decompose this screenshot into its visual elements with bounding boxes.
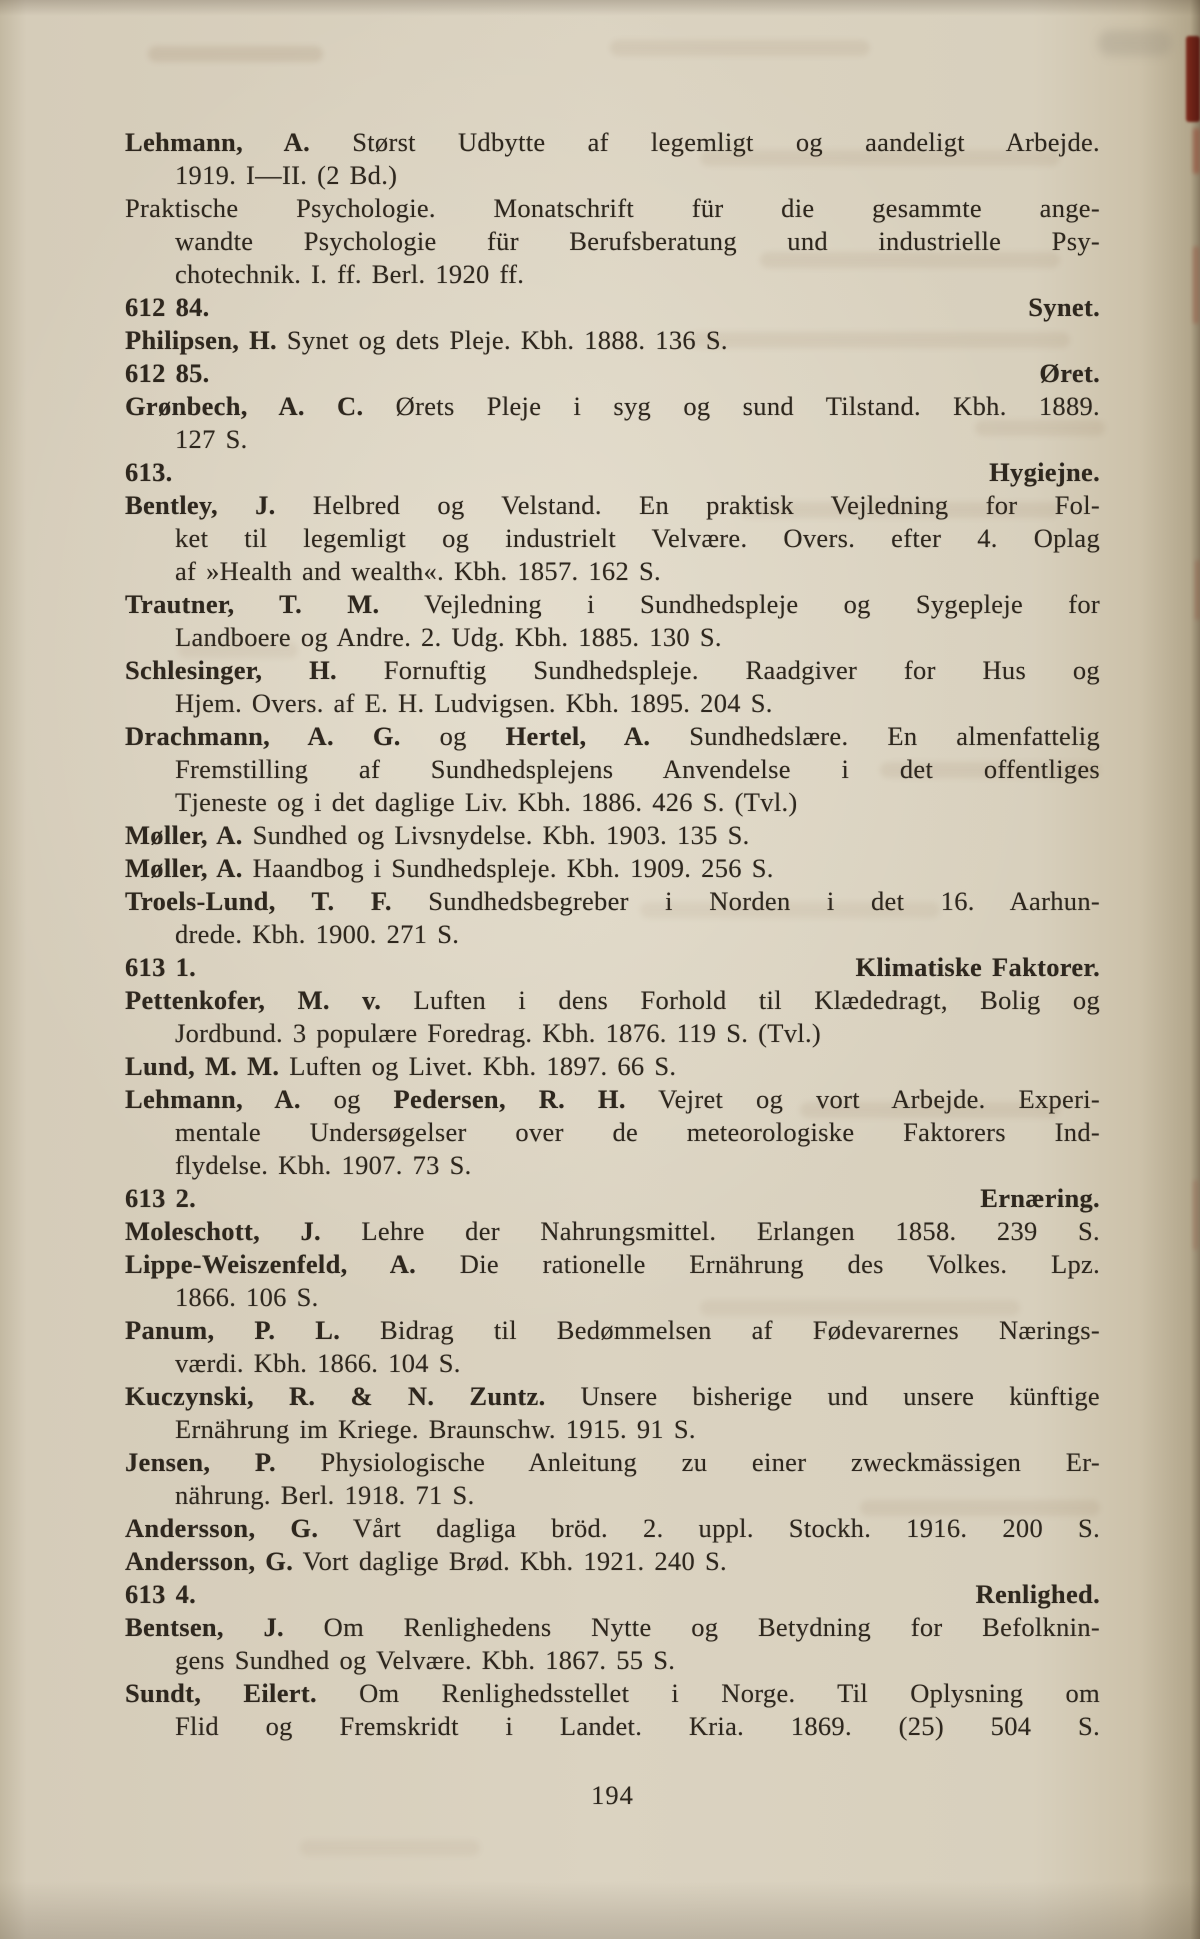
section-heading <box>125 951 1100 984</box>
section-title: Ernæring. <box>980 1183 1100 1213</box>
bibliography-entry <box>125 984 1100 1050</box>
red-ink-mark <box>1186 36 1200 122</box>
section-number: 613 2. <box>125 1183 197 1213</box>
bibliography-entry <box>125 192 1100 291</box>
entry-author: Hertel, A. <box>505 721 651 751</box>
entry-text: Flid og Fremskridt i Landet. Kria. 1869. (25) 504 S. <box>175 1711 1100 1741</box>
entry-line <box>125 1116 1100 1149</box>
section-heading <box>125 1182 1100 1215</box>
bibliography-entry <box>125 1677 1100 1743</box>
entry-text: Størst Udbytte af legemligt og aandeligt Arbejde. <box>310 127 1100 157</box>
entry-text: gens Sundhed og Velvære. Kbh. 1867. 55 S. <box>175 1645 676 1675</box>
entry-line <box>125 555 1100 588</box>
entry-text: Fremstilling af Sundhedsplejens Anvendelse i det offentliges <box>175 754 1100 784</box>
entry-author: Bentley, J. <box>125 490 276 520</box>
entry-author: Lippe-Weiszenfeld, A. <box>125 1249 417 1279</box>
entry-line <box>125 1644 1100 1677</box>
entry-line <box>125 1611 1100 1644</box>
bibliography-entry <box>125 324 1100 357</box>
entry-line <box>125 1347 1100 1380</box>
entry-text: wandte Psychologie für Berufsberatung und industrielle Psy- <box>175 226 1100 256</box>
entry-line <box>125 1413 1100 1446</box>
entry-text: Luften i dens Forhold til Klædedragt, Bolig og <box>381 985 1101 1015</box>
text-block <box>125 126 1100 1743</box>
entry-line <box>125 1083 1100 1116</box>
entry-line <box>125 786 1100 819</box>
bleedthrough-mark <box>300 1840 480 1856</box>
section-title: Klimatiske Faktorer. <box>855 952 1100 982</box>
entry-line <box>125 1479 1100 1512</box>
section-title: Synet. <box>1028 292 1100 322</box>
section-number: 612 84. <box>125 292 210 322</box>
entry-line <box>125 1149 1100 1182</box>
entry-text: Landboere og Andre. 2. Udg. Kbh. 1885. 130 S. <box>175 622 722 652</box>
section-heading <box>125 357 1100 390</box>
entry-text: Unsere bisherige und unsere künftige <box>545 1381 1100 1411</box>
entry-author: Pettenkofer, M. v. <box>125 985 382 1015</box>
entry-line <box>125 654 1100 687</box>
scan-smudge <box>1098 30 1172 56</box>
entry-text: 1866. 106 S. <box>175 1282 319 1312</box>
entry-text: Ernährung im Kriege. Braunschw. 1915. 91 S. <box>175 1414 696 1444</box>
entry-text: Lehre der Nahrungsmittel. Erlangen 1858. 239 S. <box>320 1216 1100 1246</box>
section-heading <box>125 456 1100 489</box>
red-ink-smear <box>1193 246 1199 324</box>
bibliography-entry <box>125 1215 1100 1248</box>
entry-text: af »Health and wealth«. Kbh. 1857. 162 S. <box>175 556 661 586</box>
entry-text: Helbred og Velstand. En praktisk Vejledning for Fol- <box>275 490 1100 520</box>
entry-author: Møller, A. <box>125 820 243 850</box>
entry-text: Vort daglige Brød. Kbh. 1921. 240 S. <box>293 1546 727 1576</box>
entry-line <box>125 1677 1100 1710</box>
entry-text: chotechnik. I. ff. Berl. 1920 ff. <box>175 259 525 289</box>
entry-text: flydelse. Kbh. 1907. 73 S. <box>175 1150 472 1180</box>
section-heading <box>125 1578 1100 1611</box>
entry-text: Vejret og vort Arbejde. Experi- <box>625 1084 1101 1114</box>
red-ink-smear <box>1193 1180 1198 1250</box>
entry-text: Hjem. Overs. af E. H. Ludvigsen. Kbh. 1895. 204 S. <box>175 688 773 718</box>
entry-line <box>125 1215 1100 1248</box>
entry-text: Haandbog i Sundhedspleje. Kbh. 1909. 256 S. <box>242 853 774 883</box>
section-heading <box>125 291 1100 324</box>
bleedthrough-mark <box>148 46 323 62</box>
entry-line <box>125 1281 1100 1314</box>
bibliography-entry <box>125 1248 1100 1314</box>
entry-text: Om Renlighedsstellet i Norge. Til Oplysning om <box>316 1678 1100 1708</box>
bibliography-entry <box>125 390 1100 456</box>
entry-text: Physiologische Anleitung zu einer zweckmässigen Er- <box>275 1447 1100 1477</box>
bibliography-entry <box>125 819 1100 852</box>
bibliography-entry <box>125 1314 1100 1380</box>
entry-text: værdi. Kbh. 1866. 104 S. <box>175 1348 461 1378</box>
bibliography-entry <box>125 1512 1100 1545</box>
entry-text: 1919. I—II. (2 Bd.) <box>175 160 398 190</box>
entry-author: Kuczynski, R. & N. Zuntz. <box>125 1381 546 1411</box>
bleedthrough-mark <box>610 40 870 56</box>
entry-line <box>125 489 1100 522</box>
section-number: 612 85. <box>125 358 210 388</box>
entry-line <box>125 1314 1100 1347</box>
entry-line <box>125 1050 1100 1083</box>
entry-author: Jensen, P. <box>125 1447 276 1477</box>
entry-text: og <box>300 1084 394 1114</box>
bibliography-entry <box>125 126 1100 192</box>
section-number: 613 4. <box>125 1579 197 1609</box>
entry-author: Lehmann, A. <box>125 1084 301 1114</box>
entry-text: og <box>400 721 506 751</box>
bibliography-entry <box>125 852 1100 885</box>
entry-author: Moleschott, J. <box>125 1216 321 1246</box>
entry-text: mentale Undersøgelser over de meteorologiske Faktorers Ind- <box>175 1117 1100 1147</box>
bibliography-entry <box>125 885 1100 951</box>
entry-line <box>125 423 1100 456</box>
entry-line <box>125 687 1100 720</box>
bibliography-entry <box>125 1611 1100 1677</box>
entry-line <box>125 1017 1100 1050</box>
entry-text: Vejledning i Sundhedspleje og Sygepleje for <box>379 589 1101 619</box>
entry-line <box>125 159 1100 192</box>
entry-line <box>125 258 1100 291</box>
entry-line <box>125 1380 1100 1413</box>
entry-line <box>125 720 1100 753</box>
entry-line <box>125 753 1100 786</box>
bibliography-entry <box>125 489 1100 588</box>
entry-text: drede. Kbh. 1900. 271 S. <box>175 919 460 949</box>
section-number: 613 1. <box>125 952 197 982</box>
section-title: Renlighed. <box>975 1579 1100 1609</box>
page-number: 194 <box>591 1780 634 1810</box>
entry-author: Panum, P. L. <box>125 1315 341 1345</box>
red-ink-smear <box>1193 128 1200 174</box>
entry-line <box>125 1248 1100 1281</box>
red-ink-smear <box>1195 560 1200 620</box>
entry-text: Sundhed og Livsnydelse. Kbh. 1903. 135 S. <box>242 820 750 850</box>
entry-line <box>125 1512 1100 1545</box>
entry-line <box>125 621 1100 654</box>
entry-author: Philipsen, H. <box>125 325 277 355</box>
entry-text: 127 S. <box>175 424 248 454</box>
entry-text: nährung. Berl. 1918. 71 S. <box>175 1480 475 1510</box>
bibliography-entry <box>125 1050 1100 1083</box>
entry-text: Fornuftig Sundhedspleje. Raadgiver for Hus og <box>336 655 1100 685</box>
entry-text: Die rationelle Ernährung des Volkes. Lpz. <box>416 1249 1100 1279</box>
entry-author: Bentsen, J. <box>125 1612 284 1642</box>
entry-author: Drachmann, A. G. <box>125 721 401 751</box>
entry-text: Vårt dagliga bröd. 2. uppl. Stockh. 1916. 200 S. <box>318 1513 1100 1543</box>
section-title: Øret. <box>1039 358 1100 388</box>
entry-author: Trautner, T. M. <box>125 589 380 619</box>
bibliography-entry <box>125 1446 1100 1512</box>
entry-author: Møller, A. <box>125 853 243 883</box>
entry-line <box>125 885 1100 918</box>
entry-line <box>125 1710 1100 1743</box>
entry-line <box>125 1446 1100 1479</box>
bibliography-entry <box>125 720 1100 819</box>
entry-line <box>125 1545 1100 1578</box>
entry-line <box>125 984 1100 1017</box>
bibliography-entry <box>125 654 1100 720</box>
bibliography-entry <box>125 588 1100 654</box>
bibliography-entry <box>125 1083 1100 1182</box>
entry-line <box>125 522 1100 555</box>
entry-text: ket til legemligt og industrielt Velvære. Overs. efter 4. Oplag <box>175 523 1100 553</box>
entry-line <box>125 225 1100 258</box>
entry-author: Pedersen, R. H. <box>393 1084 626 1114</box>
entry-author: Lund, M. M. <box>125 1051 280 1081</box>
entry-text: Ørets Pleje i syg og sund Tilstand. Kbh. 1889. <box>363 391 1100 421</box>
section-number: 613. <box>125 457 173 487</box>
entry-line <box>125 588 1100 621</box>
entry-line <box>125 918 1100 951</box>
entry-line <box>125 324 1100 357</box>
entry-line <box>125 390 1100 423</box>
entry-author: Schlesinger, H. <box>125 655 337 685</box>
entry-line <box>125 852 1100 885</box>
entry-author: Troels-Lund, T. F. <box>125 886 392 916</box>
section-title: Hygiejne. <box>989 457 1100 487</box>
entry-line <box>125 192 1100 225</box>
entry-text: Tjeneste og i det daglige Liv. Kbh. 1886. 426 S. (Tvl.) <box>175 787 798 817</box>
entry-line <box>125 819 1100 852</box>
entry-author: Sundt, Eilert. <box>125 1678 317 1708</box>
entry-author: Andersson, G. <box>125 1513 319 1543</box>
entry-author: Grønbech, A. C. <box>125 391 364 421</box>
entry-author: Lehmann, A. <box>125 127 311 157</box>
entry-text: Praktische Psychologie. Monatschrift für die gesammte ange- <box>125 193 1100 223</box>
entry-text: Sundhedslære. En almenfattelig <box>650 721 1100 751</box>
bibliography-entry <box>125 1380 1100 1446</box>
entry-author: Andersson, G. <box>125 1546 294 1576</box>
entry-text: Luften og Livet. Kbh. 1897. 66 S. <box>279 1051 677 1081</box>
entry-line <box>125 126 1100 159</box>
entry-text: Jordbund. 3 populære Foredrag. Kbh. 1876. 119 S. (Tvl.) <box>175 1018 822 1048</box>
entry-text: Sundhedsbegreber i Norden i det 16. Aarhun- <box>391 886 1100 916</box>
entry-text: Bidrag til Bedømmelsen af Fødevarernes Nærings- <box>340 1315 1100 1345</box>
bibliography-entry <box>125 1545 1100 1578</box>
entry-text: Om Renlighedens Nytte og Betydning for Befolknin- <box>283 1612 1100 1642</box>
entry-text: Synet og dets Pleje. Kbh. 1888. 136 S. <box>276 325 728 355</box>
